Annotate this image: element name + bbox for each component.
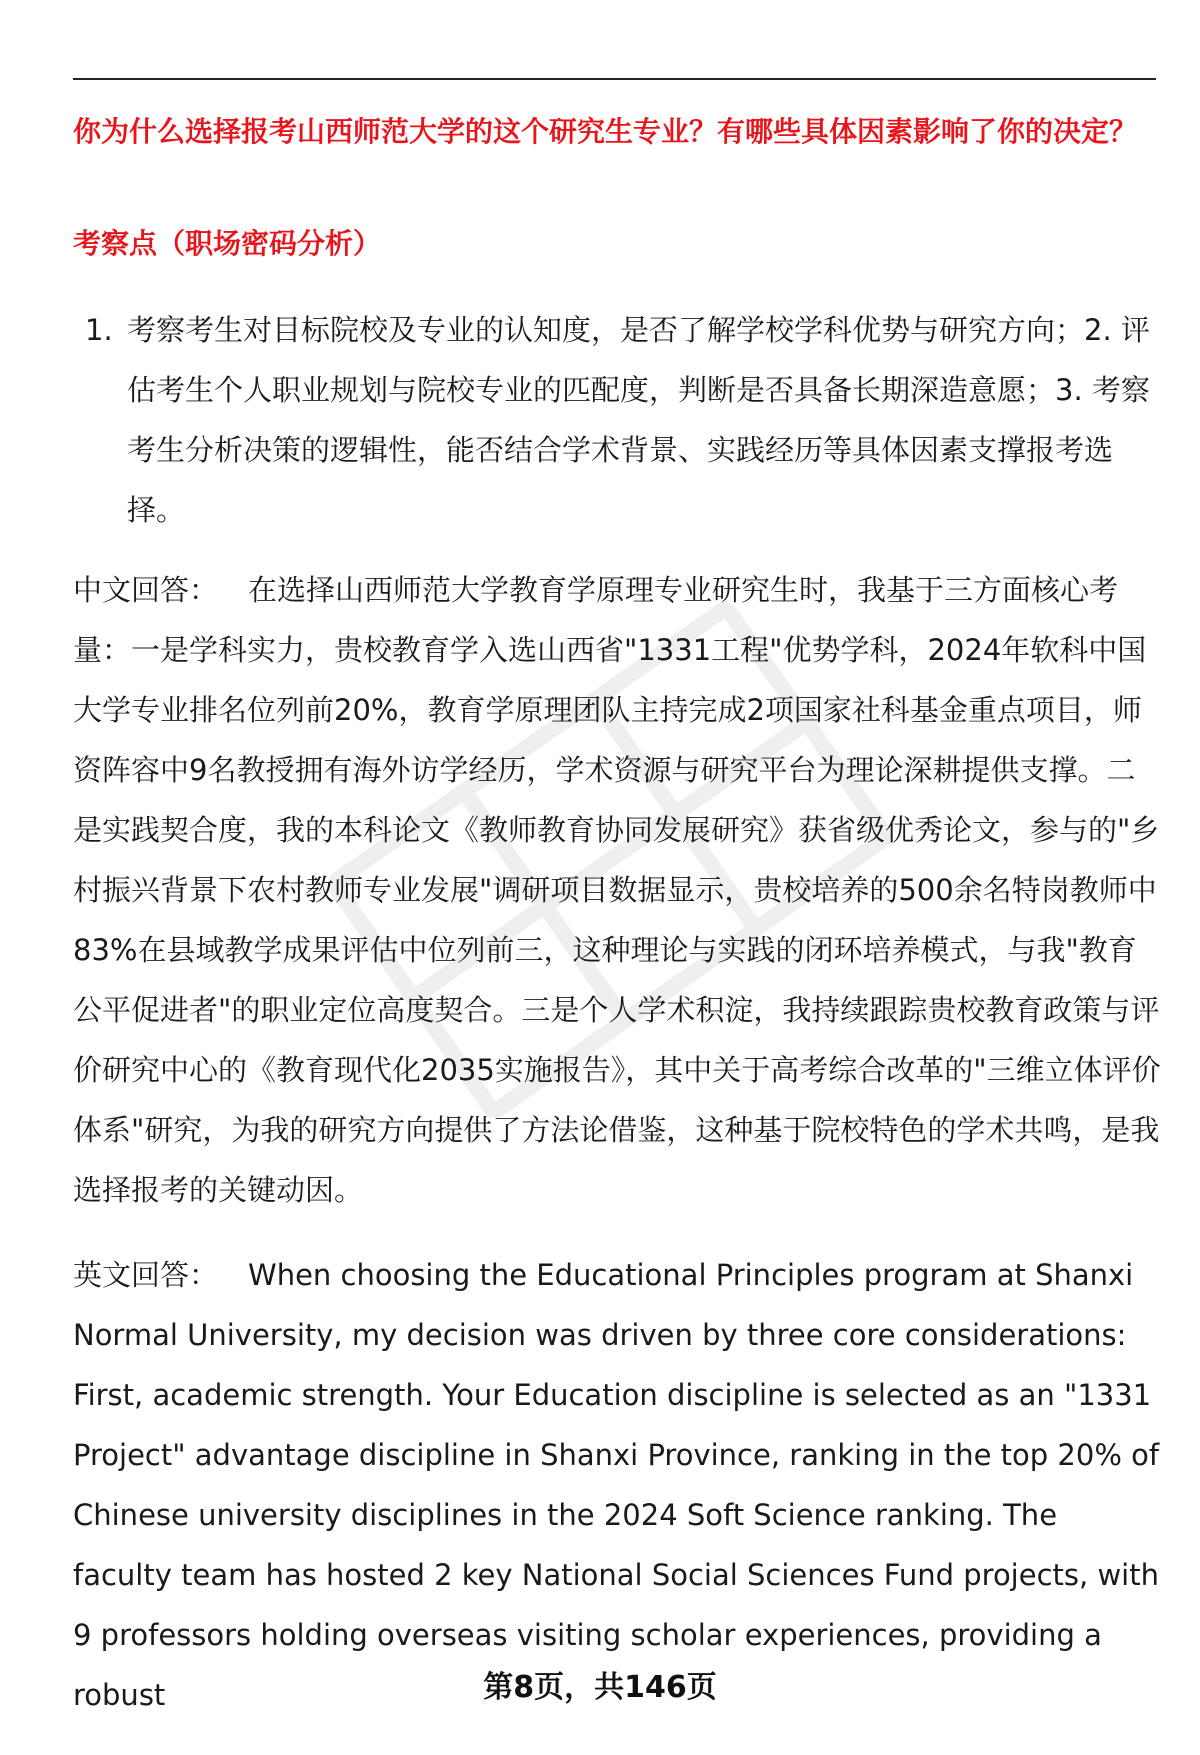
chinese-answer	[73, 560, 1163, 1220]
page-number-footer: 第8页，共146页	[483, 1670, 717, 1705]
assessment-points-list	[85, 300, 1160, 540]
list-number: 1.	[85, 313, 113, 347]
top-divider	[73, 78, 1156, 80]
english-answer	[73, 1245, 1163, 1725]
english-answer-label: 英文回答：	[73, 1258, 219, 1292]
question-heading: 你为什么选择报考山西师范大学的这个研究生专业？有哪些具体因素影响了你的决定？	[73, 115, 1138, 148]
chinese-answer-label: 中文回答：	[73, 573, 219, 607]
chinese-answer-text: 在选择山西师范大学教育学原理专业研究生时，我基于三方面核心考量：一是学科实力，贵校教育学入选山西省"1331工程"优势学科，2024年软科中国大学专业排名位列前20%，教育学原理团队主持完成2项国家社科基金重点项目，师资阵容中9名教授拥有海外访学经历，学术资源与研究平台为理论深耕提供支撑。二是实践契合度，我的本科论文《教师教育协同发展研究》获省级优秀论文，参与的"乡村振兴背景下农村教师专业发展"调研项目数据显示，贵校培养的500余名特岗教师中83%在县域教学成果评估中位列前三，这种理论与实践的闭环培养模式，与我"教育公平促进者"的职业定位高度契合。三是个人学术积淀，我持续跟踪贵校教育政策与评价研究中心的《教育现代化2035实施报告》，其中关于高考综合改革的"三维立体评价体系"研究，为我的研究方向提供了方法论借鉴，这种基于院校特色的学术共鸣，是我选择报考的关键动因。	[73, 573, 1161, 1207]
assessment-points-title: 考察点（职场密码分析）	[73, 227, 382, 260]
english-answer-text: When choosing the Educational Principles program at Shanxi Normal University, my decision was driven by three core considerations: First, academic strength. Your Education discipline is selected as an "1331 Project" advantage discipline in Shanxi Province, ranking in the top 20% of Chinese university disciplines in the 2024 Soft Science ranking. The faculty team has hosted 2 key National Social Sciences Fund projects, with 9 professors holding overseas visiting scholar experiences, providing a robust	[73, 1258, 1160, 1712]
list-item-text: 考察考生对目标院校及专业的认知度，是否了解学校学科优势与研究方向；2. 评估考生个人职业规划与院校专业的匹配度，判断是否具备长期深造意愿；3. 考察考生分析决策的逻辑性，能否结合学术背景、实践经历等具体因素支撑报考选择。	[127, 313, 1150, 527]
